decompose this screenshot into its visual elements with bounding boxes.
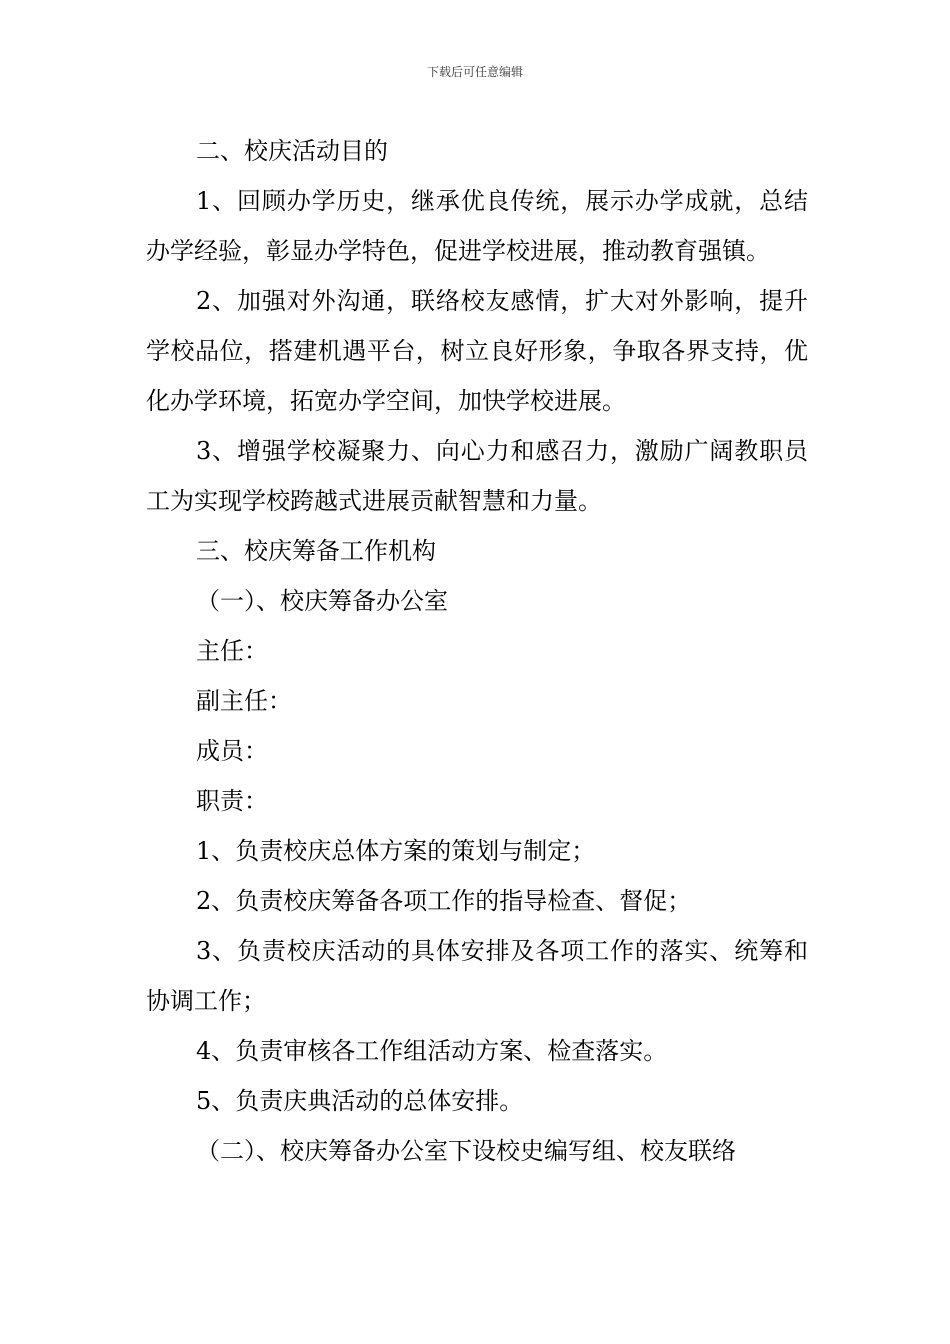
list-item: 2、负责校庆筹备各项工作的指导检查、督促； — [196, 887, 692, 915]
field-label-duties: 职责： — [196, 787, 268, 815]
list-item: 5、负责庆典活动的总体安排。 — [196, 1087, 524, 1115]
field-label-director: 主任： — [196, 637, 268, 665]
paragraph: 1、回顾办学历史，继承优良传统，展示办学成就，总结办学经验，彰显办学特色，促进学校进展，推动教育强镇。 — [146, 187, 808, 265]
document-body — [146, 126, 808, 1176]
section-heading: 三、校庆筹备工作机构 — [196, 537, 436, 565]
paragraph: 2、加强对外沟通，联络校友感情，扩大对外影响，提升学校品位，搭建机遇平台，树立良好形象，争取各界支持，优化办学环境，拓宽办学空间，加快学校进展。 — [146, 287, 808, 415]
subsection-heading: （二）、校庆筹备办公室下设校史编写组、校友联络 — [196, 1137, 736, 1165]
list-item: 3、负责校庆活动的具体安排及各项工作的落实、统筹和协调工作； — [146, 937, 808, 1015]
section-heading: 二、校庆活动目的 — [196, 137, 388, 165]
list-item: 4、负责审核各工作组活动方案、检查落实。 — [196, 1037, 668, 1065]
list-item: 1、负责校庆总体方案的策划与制定； — [196, 837, 596, 865]
field-label-deputy-director: 副主任： — [196, 687, 292, 715]
page-header: 下载后可任意编辑 — [426, 65, 523, 79]
field-label-members: 成员： — [196, 737, 268, 765]
paragraph: 3、增强学校凝聚力、向心力和感召力，激励广阔教职员工为实现学校跨越式进展贡献智慧和力量。 — [146, 437, 808, 515]
subsection-heading: （一）、校庆筹备办公室 — [196, 587, 448, 615]
